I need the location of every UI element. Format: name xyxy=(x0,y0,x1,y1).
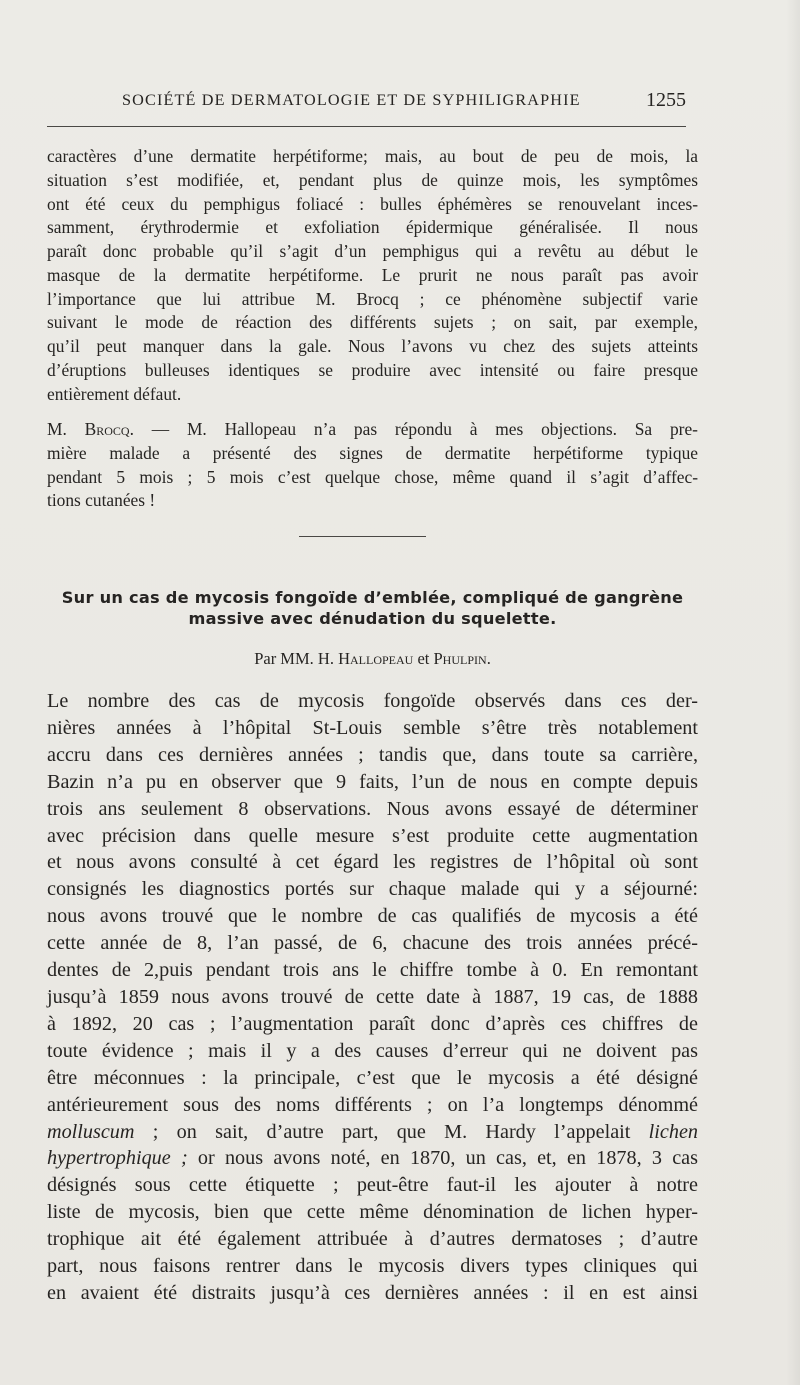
italic-term-hypertrophique: hypertrophique ; xyxy=(47,1147,188,1170)
body-line: en avaient été distraits jusqu’à ces dernières années : il en est ainsi xyxy=(47,1281,698,1304)
body-line: dentes de 2,puis pendant trois ans le chiffre tombe à 0. En remontant xyxy=(47,959,698,982)
body-line: avec précision dans quelle mesure s’est produite cette augmentation xyxy=(47,824,698,847)
author-phulpin: Phulpin xyxy=(433,649,487,668)
text-line: caractères d’une dermatite herpétiforme; mais, au bout de peu de mois, la xyxy=(47,146,698,166)
body-line: et nous avons consulté à cet égard les registres de l’hôpital où sont xyxy=(47,851,698,874)
text-line: ont été ceux du pemphigus foliacé : bulles éphémères se renouvelant inces- xyxy=(47,193,698,214)
body-line: part, nous faisons rentrer dans le mycosis divers types cliniques qui xyxy=(47,1255,698,1278)
body-line: être méconnues : la principale, c’est que le mycosis a été désigné xyxy=(47,1066,698,1089)
text-line: l’importance que lui attribue M. Brocq ; ce phénomène subjectif varie xyxy=(47,288,698,309)
text-line: entièrement défaut. xyxy=(47,383,182,404)
author-hallopeau: Hallopeau xyxy=(338,649,414,668)
header-rule xyxy=(47,126,686,127)
text-line: masque de la dermatite herpétiforme. Le prurit ne nous paraît pas avoir xyxy=(47,264,698,285)
body-line: nières années à l’hôpital St-Louis semble s’être très notablement xyxy=(47,716,698,739)
discussion-paragraph-1 xyxy=(47,145,698,406)
article-authors xyxy=(47,648,698,670)
body-line: liste de mycosis, bien que cette même dénomination de lichen hyper- xyxy=(47,1201,698,1224)
text-line: tions cutanées ! xyxy=(47,490,156,511)
body-line-rest: or nous avons noté, en 1870, un cas, et, en 1878, 3 cas xyxy=(187,1147,698,1170)
italic-term-molluscum: molluscum xyxy=(47,1120,135,1143)
discussion-paragraph-2 xyxy=(47,418,698,513)
italic-term-lichen: lichen xyxy=(648,1120,698,1143)
body-line: accru dans ces dernières années ; tandis que, dans toute sa carrière, xyxy=(47,743,698,766)
body-line-hypertrophique xyxy=(47,1145,698,1172)
title-line: massive avec dénudation du squelette. xyxy=(188,609,557,628)
authors-joiner: et xyxy=(413,649,434,668)
text-line: suivant le mode de réaction des différents sujets ; on sait, par exemple, xyxy=(47,312,698,333)
body-line: Le nombre des cas de mycosis fongoïde observés dans ces der- xyxy=(47,690,698,712)
running-title: SOCIÉTÉ DE DERMATOLOGIE ET DE SYPHILIGRAPHIE xyxy=(122,91,581,109)
page-number: 1255 xyxy=(646,89,686,111)
text-line: qu’il peut manquer dans la gale. Nous l’avons vu chez des sujets atteints xyxy=(47,336,698,356)
title-line: Sur un cas de mycosis fongoïde d’emblée, compliqué de gangrène xyxy=(61,588,684,607)
text-line: pendant 5 mois ; 5 mois c’est quelque chose, même quand il s’agit d’affec- xyxy=(47,466,698,487)
body-line-middle: ; on sait, d’autre part, que M. Hardy l’appelait xyxy=(134,1120,649,1143)
body-line: consignés les diagnostics portés sur chaque malade qui y a séjourné: xyxy=(47,878,698,901)
text-line: mière malade a présenté des signes de dermatite herpétiforme typique xyxy=(47,442,698,463)
body-line: antérieurement sous des noms différents ; on l’a longtemps dénommé xyxy=(47,1093,698,1116)
speaker-line-text: — M. Hallopeau n’a pas répondu à mes objections. Sa pre- xyxy=(133,419,698,439)
authors-prefix: Par MM. H. xyxy=(254,649,339,668)
body-line: jusqu’à 1859 nous avons trouvé de cette date à 1887, 19 cas, de 1888 xyxy=(47,985,698,1008)
body-line-italic-terms xyxy=(47,1119,698,1146)
authors-suffix: . xyxy=(486,649,491,668)
body-line: trophique ait été également attribuée à d’autres dermatoses ; d’autre xyxy=(47,1228,698,1251)
article-body xyxy=(47,688,698,1307)
article-title xyxy=(47,587,698,629)
body-line: trois ans seulement 8 observations. Nous avons essayé de déterminer xyxy=(47,797,698,820)
section-separator xyxy=(299,536,426,537)
text-line: paraît donc probable qu’il s’agit d’un pemphigus qui a revêtu au début le xyxy=(47,241,698,261)
text-line: samment, érythrodermie et exfoliation épidermique généralisée. Il nous xyxy=(47,217,698,238)
speaker-line xyxy=(47,418,698,442)
body-line: Bazin n’a pu en observer que 9 faits, l’un de nous en compte depuis xyxy=(47,770,698,793)
speaker-name: M. Brocq. xyxy=(47,419,134,439)
page-header xyxy=(122,89,686,111)
text-line: d’éruptions bulleuses identiques se produire avec intensité ou faire presque xyxy=(47,359,698,380)
body-line: désignés sous cette étiquette ; peut-être faut-il les ajouter à notre xyxy=(47,1174,698,1197)
text-line: situation s’est modifiée, et, pendant plus de quinze mois, les symptômes xyxy=(47,169,698,190)
body-line: toute évidence ; mais il y a des causes d’erreur qui ne doivent pas xyxy=(47,1039,698,1062)
body-line: nous avons trouvé que le nombre de cas qualifiés de mycosis a été xyxy=(47,905,698,928)
page-edge-shadow xyxy=(786,0,800,1385)
body-line: cette année de 8, l’an passé, de 6, chacune des trois années précé- xyxy=(47,932,698,955)
body-line: à 1892, 20 cas ; l’augmentation paraît donc d’après ces chiffres de xyxy=(47,1012,698,1035)
